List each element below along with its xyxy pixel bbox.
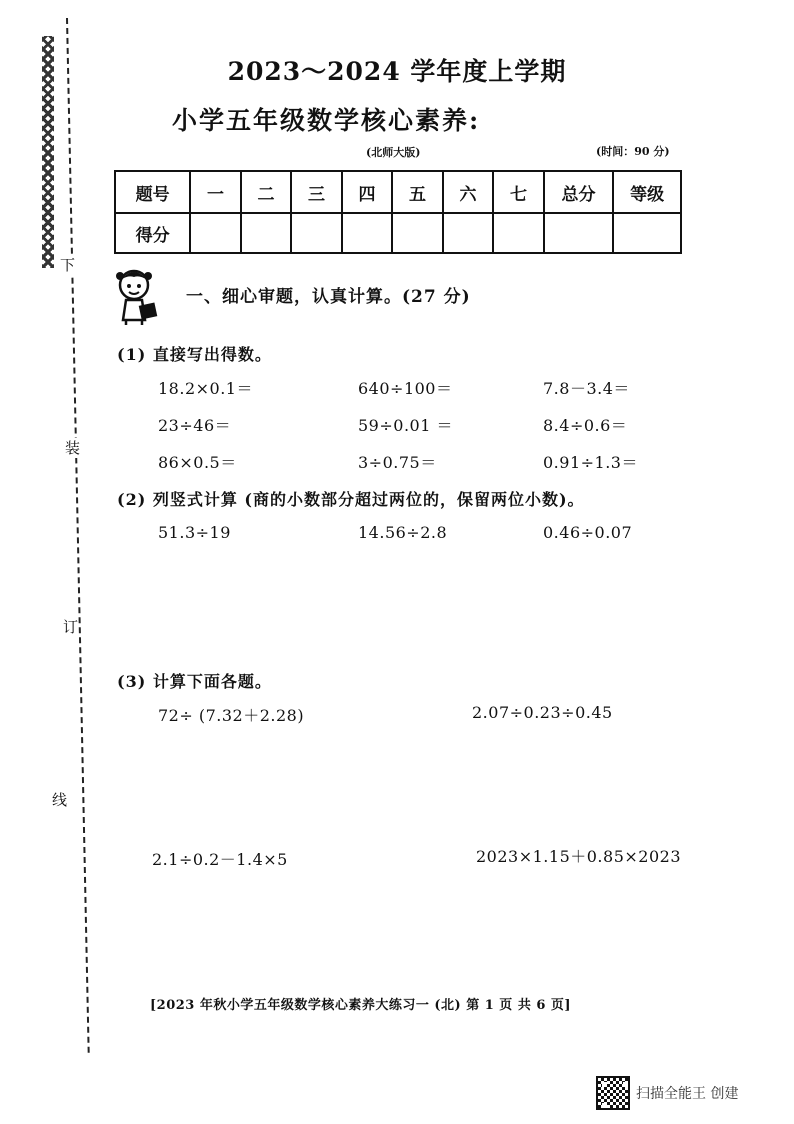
score-header: 等级 <box>613 171 681 213</box>
problem: 3÷0.75＝ <box>358 453 437 472</box>
problem: 2023×1.15＋0.85×2023 <box>476 847 682 866</box>
problem: 0.46÷0.07 <box>543 523 633 542</box>
margin-label: 下 <box>60 256 76 274</box>
question-3-label: (3) 计算下面各题。 <box>117 672 272 691</box>
score-cell[interactable] <box>190 213 240 253</box>
student-mascot-icon <box>112 266 166 326</box>
problem: 18.2×0.1＝ <box>158 379 253 398</box>
problem: 59÷0.01 ＝ <box>358 416 453 435</box>
page-subtitle: 小学五年级数学核心素养: <box>172 106 481 135</box>
problem: 72÷ (7.32＋2.28) <box>158 706 305 725</box>
scanner-watermark <box>596 1076 738 1110</box>
problem: 0.91÷1.3＝ <box>543 453 638 472</box>
margin-label: 线 <box>52 791 68 809</box>
watermark-text: 扫描全能王 创建 <box>636 1086 739 1102</box>
problem: 7.8－3.4＝ <box>543 379 630 398</box>
score-cell[interactable] <box>342 213 392 253</box>
time-limit: (时间：90 分) <box>596 145 670 158</box>
score-header: 题号 <box>115 171 190 213</box>
score-header: 六 <box>443 171 493 213</box>
score-header: 七 <box>493 171 543 213</box>
score-cell[interactable] <box>613 213 681 253</box>
score-header: 一 <box>190 171 240 213</box>
qr-code-icon <box>596 1076 630 1110</box>
problem: 640÷100＝ <box>358 379 453 398</box>
score-cell[interactable] <box>544 213 614 253</box>
page-footer: [2023 年秋小学五年级数学核心素养大练习一 (北) 第 1 页 共 6 页] <box>150 998 572 1013</box>
score-cell[interactable] <box>291 213 341 253</box>
score-cell[interactable] <box>241 213 291 253</box>
problem: 2.07÷0.23÷0.45 <box>472 703 613 722</box>
problem: 51.3÷19 <box>158 523 231 542</box>
question-2-label: (2) 列竖式计算 (商的小数部分超过两位的，保留两位小数)。 <box>117 490 585 509</box>
page-title: 2023～2024 学年度上学期 <box>227 57 567 86</box>
problem: 86×0.5＝ <box>158 453 237 472</box>
score-header: 二 <box>241 171 291 213</box>
problem: 8.4÷0.6＝ <box>543 416 628 435</box>
score-header: 五 <box>392 171 442 213</box>
score-header: 总分 <box>544 171 614 213</box>
cut-line <box>66 18 90 1053</box>
score-cell[interactable] <box>392 213 442 253</box>
problem: 23÷46＝ <box>158 416 232 435</box>
score-table <box>114 170 682 254</box>
score-cell[interactable] <box>493 213 543 253</box>
section-title: 一、细心审题，认真计算。(27 分) <box>186 287 471 307</box>
score-header: 四 <box>342 171 392 213</box>
margin-label: 装 <box>65 439 81 457</box>
problem: 14.56÷2.8 <box>358 523 448 542</box>
margin-label: 订 <box>63 618 79 636</box>
score-cell[interactable] <box>443 213 493 253</box>
problem: 2.1÷0.2－1.4×5 <box>152 850 288 869</box>
score-row-label: 得分 <box>115 213 190 253</box>
question-1-label: (1) 直接写出得数。 <box>117 345 272 364</box>
score-header: 三 <box>291 171 341 213</box>
edition-label: (北师大版) <box>366 146 421 159</box>
